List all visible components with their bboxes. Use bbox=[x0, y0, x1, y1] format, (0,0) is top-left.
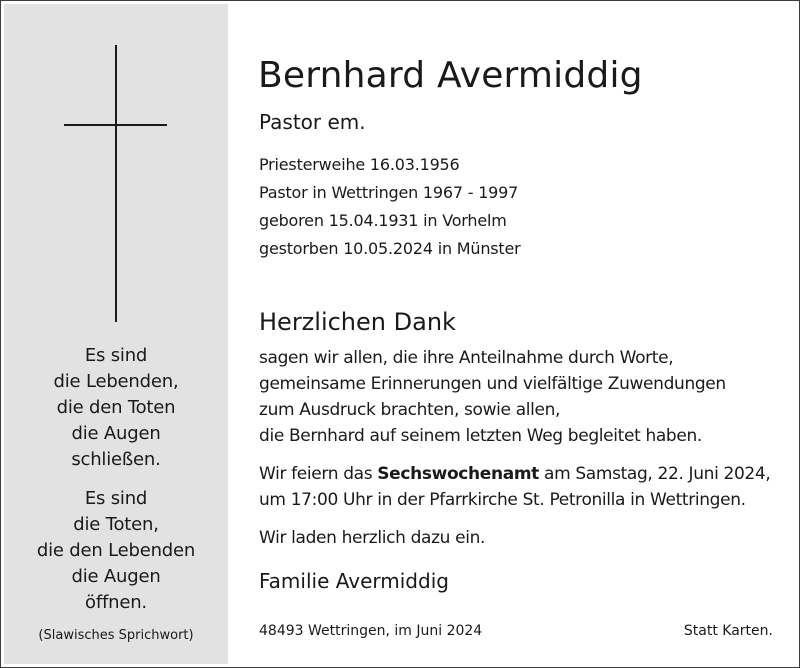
poem-stanza-2 bbox=[4, 486, 228, 616]
poem-stanza-1 bbox=[4, 343, 228, 473]
poem-line: Es sind bbox=[84, 345, 148, 366]
fact-line: Pastor in Wettringen 1967 - 1997 bbox=[259, 183, 519, 202]
poem-line: die den Lebenden bbox=[36, 540, 196, 561]
thanks-line: sagen wir allen, die ihre Anteilnahme durch Worte, bbox=[259, 348, 674, 368]
deceased-title: Pastor em. bbox=[259, 110, 366, 134]
poem-line: schließen. bbox=[71, 449, 161, 470]
service-line-2: um 17:00 Uhr in der Pfarrkirche St. Petronilla in Wettringen. bbox=[259, 490, 746, 510]
fact-line: gestorben 10.05.2024 in Münster bbox=[259, 239, 521, 258]
service-name: Sechswochenamt bbox=[377, 464, 539, 484]
thanks-paragraph bbox=[259, 345, 726, 449]
poem-line: Es sind bbox=[84, 488, 148, 509]
thanks-heading: Herzlichen Dank bbox=[259, 308, 456, 336]
poem-line: öffnen. bbox=[85, 592, 147, 613]
biography-facts bbox=[259, 151, 521, 263]
service-prefix: Wir feiern das bbox=[259, 464, 378, 484]
poem-line: die Augen bbox=[71, 423, 161, 444]
service-paragraph bbox=[259, 461, 770, 513]
family-signature: Familie Avermiddig bbox=[259, 569, 449, 593]
poem-line: die Toten, bbox=[73, 514, 159, 535]
fact-line: geboren 15.04.1931 in Vorhelm bbox=[259, 211, 507, 230]
poem-source: (Slawisches Sprichwort) bbox=[38, 628, 194, 643]
poem-line: die den Toten bbox=[56, 397, 176, 418]
service-line-1 bbox=[259, 461, 770, 487]
service-suffix: am Samstag, 22. Juni 2024, bbox=[538, 464, 771, 484]
poem-line: die Augen bbox=[71, 566, 161, 587]
deceased-name: Bernhard Avermiddig bbox=[258, 55, 643, 96]
cross-vertical-bar bbox=[115, 45, 117, 322]
thanks-line: zum Ausdruck brachten, sowie allen, bbox=[259, 400, 561, 420]
sidebar-panel bbox=[4, 4, 228, 664]
cross-horizontal-bar bbox=[64, 124, 167, 126]
poem-line: die Lebenden, bbox=[53, 371, 179, 392]
fact-line: Priesterweihe 16.03.1956 bbox=[259, 155, 460, 174]
place-date: 48493 Wettringen, im Juni 2024 bbox=[259, 623, 483, 639]
statt-karten-note: Statt Karten. bbox=[683, 623, 773, 639]
thanks-line: gemeinsame Erinnerungen und vielfältige Zuwendungen bbox=[259, 374, 726, 394]
thanks-line: die Bernhard auf seinem letzten Weg begleitet haben. bbox=[259, 426, 702, 446]
invitation: Wir laden herzlich dazu ein. bbox=[259, 528, 486, 548]
